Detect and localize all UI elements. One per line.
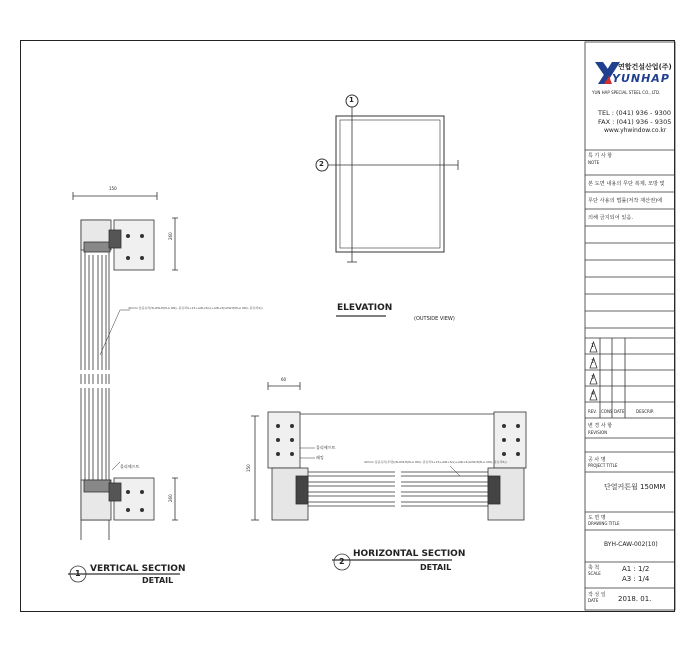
horizontal-section-detail: DETAIL (420, 563, 452, 572)
vertical-section-number: 1 (75, 569, 81, 578)
v-dim-side-2: 260 (168, 494, 173, 502)
revision-header-rev: REV. (588, 409, 597, 414)
project-title-kr: 공 사 명 (588, 457, 606, 463)
project-title-en: PROJECT TITLE (588, 463, 618, 468)
note-line-2: 무단 사용의 법률(저작 재산권)에 (588, 198, 663, 204)
date-title-kr: 작 성 일 (588, 592, 606, 598)
elevation-marker-1: 1 (349, 96, 354, 104)
date-title-en: DATE (588, 598, 599, 603)
note-line-1: 본 도면 내용의 무단 복제, 모방 및 (588, 181, 665, 187)
scale-a3: A3 : 1/4 (622, 575, 650, 583)
note-title-kr: 특 기 사 항 (588, 153, 613, 159)
h-dim-top: 60 (281, 377, 287, 382)
project-value: 단열커튼월 150MM (604, 483, 666, 491)
scale-a1: A1 : 1/2 (622, 565, 650, 573)
drawing-title-kr: 도 면 명 (588, 515, 606, 521)
horizontal-section-number: 2 (339, 557, 345, 566)
v-bracket-annotation: 몰리에프트 (120, 464, 140, 469)
h-dim-side: 150 (246, 464, 251, 472)
elevation-view (316, 95, 458, 316)
v-dim-top: 150 (109, 186, 117, 191)
company-name-en: YUNHAP (612, 72, 670, 85)
h-label-2: 패킹 (316, 455, 324, 460)
vertical-section (68, 192, 180, 582)
company-name-kr: 연합건설산업(주) (618, 63, 672, 71)
company-tel: TEL : (041) 936 - 9300 (598, 109, 671, 117)
revision-mark-2: 2 (591, 359, 595, 365)
company-web: www.yhwindow.co.kr (604, 127, 667, 134)
revision-title-kr: 변 경 사 항 (588, 423, 613, 429)
v-glass-annotation: 40mm 삼중유리(5LOW-E(PLA ON), 판유리5+15+AIR+5(L)+AIR+5(LOW-E(PLA ON), 판유리5)) (128, 306, 263, 310)
h-label-1: 몰리에프트 (316, 445, 336, 450)
note-line-3: 의해 금지되어 있음. (588, 215, 634, 221)
revision-mark-1: 1 (591, 343, 595, 349)
date-value: 2018. 01. (618, 595, 652, 603)
elevation-marker-2: 2 (319, 160, 324, 168)
note-title-en: NOTE (588, 160, 600, 165)
v-dim-side-1: 260 (168, 232, 173, 240)
revision-header-date: DATE (614, 409, 625, 414)
drawing-value: BYH-CAW-002(10) (604, 541, 658, 548)
revision-mark-3: 3 (591, 375, 595, 381)
elevation-subtitle: (OUTSIDE VIEW) (414, 316, 455, 322)
scale-title-en: SCALE (588, 571, 601, 576)
vertical-section-title: VERTICAL SECTION (90, 564, 186, 574)
revision-mark-4: 4 (591, 391, 595, 397)
revision-header-descrip: DESCRIP. (636, 409, 654, 414)
company-subtitle: YUN HAP SPECIAL STEEL CO., LTD. (592, 90, 661, 95)
h-glass-annotation: 40mm 삼중유리(투명)(5LOW-E(PLA ON), 판유리5+15+AIR+5(L)+AIR+5(LOW-E(PLA ON), 판유리5)) (364, 460, 507, 464)
elevation-title: ELEVATION (337, 303, 393, 313)
scale-title-kr: 축 척 (588, 565, 600, 571)
company-fax: FAX : (041) 936 - 9305 (598, 118, 672, 126)
drawing-title-en: DRAWING TITLE (588, 521, 620, 526)
vertical-bolts (126, 234, 144, 512)
horizontal-section-title: HORIZONTAL SECTION (353, 549, 466, 559)
horizontal-section (251, 382, 526, 570)
vertical-section-detail: DETAIL (142, 576, 174, 585)
revision-header-cons: CONS (601, 409, 613, 414)
horizontal-bolts (276, 424, 520, 456)
revision-title-en: REVISION (588, 430, 608, 435)
